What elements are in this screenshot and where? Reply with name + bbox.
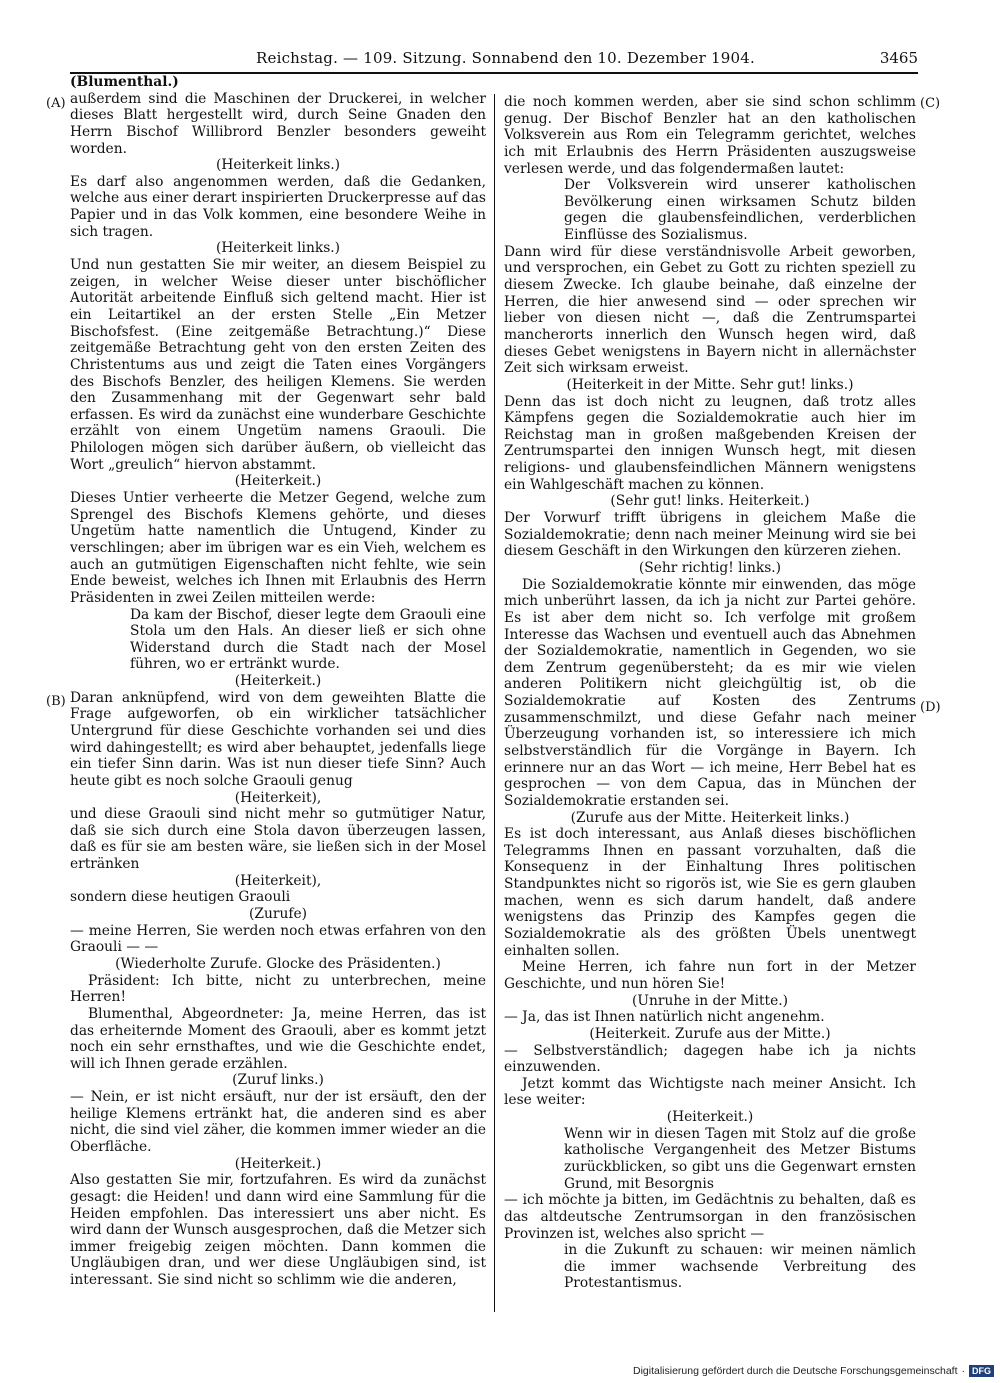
stage-direction: (Heiterkeit links.) [215,240,341,257]
dfg-logo: DFG [969,1365,994,1377]
paragraph: Es darf also angenommen werden, daß die Gedanken, welche aus einer derart inspirierten Druckerpresse auf das Papier und in das Volk kommen, eine besondere Weihe in sich tragen. [70,173,486,240]
stage-direction: (Sehr richtig! links.) [638,559,782,576]
paragraph: Dieses Untier verheerte die Metzer Gegend, welche zum Sprengel des Bischofs Klemens gehörte, und dieses Ungetüm hatte namentlich die Untugend, Kinder zu verschlingen; aber im übrigen war es ein Vieh, welchem es auch an gutmütigen Eigenschaften nicht fehlte, wie sein Ende beweist, welches ich Ihnen mit Erlaubnis des Herrn Präsidenten in zwei Zeilen mitteilen werde: [70,490,486,606]
paragraph: Und nun gestatten Sie mir weiter, an diesem Beispiel zu zeigen, in welcher Weise dieser unter bischöflicher Autorität arbeitende Einfluß sich geltend macht. Hier ist ein Leitartikel an der ersten Stelle „Ein Metzer Bischofsfest. (Eine zeitgemäße Betrachtung.)“ Diese zeitgemäße Betrachtung geht von den ersten Zeiten des Christentums aus und zeigt die Taten eines Vorgängers des Bischofs Benzler, des heiligen Klemens. Sie werden den Zusammenhang mit der Gegenwart sehr bald erfassen. Es wird da zunächst eine wunderbare Geschichte erzählt von einem Ungetüm namens Graouli. Die Philologen mögen sich darüber äußern, ob vielleicht das Wort „greulich“ hiervon abstammt. [70,257,486,473]
page-header [70,46,918,74]
paragraph: Dann wird für diese verständnisvolle Arbeit geworben, und versprochen, ein Gebet zu Gott zu richten speziell zu diesem Zwecke. Ich glaube beinahe, daß einzelne der Herren, die hier anwesend sind — oder sprechen wir lieber von diesen nicht —, daß die Zentrumspartei mancherorts innerlich den Wunsch hegen wird, daß dieses Gebet wenigstens in Bayern nicht in allernächster Zeit sich wirksam erweist. [504,243,916,377]
paragraph: Denn das ist doch nicht zu leugnen, daß trotz alles Kämpfens gegen die Sozialdemokratie auch hier im Reichstag man in großen maßgebenden Kreisen der Zentrumspartei den innigen Wunsch hegt, mit diesen religions- und glaubensfeindlichen Männern wenigstens ein Wahlgeschäft machen zu können. [504,393,916,493]
stage-direction: (Heiterkeit. Zurufe aus der Mitte.) [589,1025,831,1042]
left-column [70,74,486,1289]
paragraph: Blumenthal, Abgeordneter: Ja, meine Herren, das ist das erheiternde Moment des Graouli, aber es kommt jetzt noch ein sehr ernsthaftes, und wie die Geschichte endet, will ich Ihnen gerade erzählen. [70,1005,486,1072]
margin-marker-b: (B) [46,694,66,709]
paragraph: die noch kommen werden, aber sie sind schon schlimm genug. Der Bischof Benzler hat an den katholischen Volksverein aus Rom ein Telegramm gerichtet, welches ich mit Erlaubnis des Herrn Präsidenten auszugsweise verlesen werde, und das folgendermaßen lautet: [504,94,916,177]
paragraph: Die Sozialdemokratie könnte mir einwenden, das möge mich unberührt lassen, da ich ja nicht zur Partei gehöre. Es ist aber dem nicht so. Ich verfolge mit großem Interesse das Wachsen und eventuell auch das Abnehmen der Sozialdemokratie, namentlich in Gegenden, wo sie dem Zentrum gegenübersteht; da es mir wie vielen anderen Politikern nicht gleichgültig ist, ob die Sozialdemokratie auf Kosten des Zentrums zusammenschmilzt, und diese Gefahr nach meiner Überzeugung vorhanden ist, so interessiere ich mich selbstverständlich für die Vorgänge in Bayern. Ich erinnere nur an das Wort — ich meine, Herr Bebel hat es gesprochen — von dem Capua, das in München der Sozialdemokratie erstanden sei. [504,576,916,809]
stage-direction: (Heiterkeit in der Mitte. Sehr gut! links.) [566,376,854,393]
stage-direction: (Heiterkeit), [234,789,322,806]
margin-marker-d: (D) [920,700,941,715]
stage-direction: (Zuruf links.) [232,1072,324,1089]
page-footer: Digitalisierung gefördert durch die Deutsche Forschungsgemeinschaft · DFG [633,1365,994,1377]
paragraph: — Selbstverständlich; dagegen habe ich ja nichts einzuwenden. [504,1042,916,1076]
stage-direction: (Unruhe in der Mitte.) [631,992,789,1009]
stage-direction: (Heiterkeit), [234,872,322,889]
page-title: Reichstag. — 109. Sitzung. Sonnabend den 10. Dezember 1904. [256,49,755,67]
paragraph: — meine Herren, Sie werden noch etwas erfahren von den Graouli — — [70,922,486,956]
paragraph: Es ist doch interessant, aus Anlaß dieses bischöflichen Telegramms Ihnen en passant vorzuhalten, daß die Konsequenz in der Einhaltung Ihres politischen Standpunktes nicht so rigorös ist, wie Sie es gern glauben machen, wenn es sich darum handelt, daß andere wenigstens das Prinzip des Kampfes gegen die Sozialdemokratie als des größten Übels unentwegt einhalten sollen. [504,826,916,959]
paragraph: Der Vorwurf trifft übrigens in gleichem Maße die Sozialdemokratie; denn nach meiner Meinung wird sie bei diesem Geschäft in den Wirkungen den kürzeren ziehen. [504,510,916,560]
stage-direction: (Heiterkeit links.) [215,157,341,174]
stage-direction: (Heiterkeit.) [234,473,322,490]
paragraph: Meine Herren, ich fahre nun fort in der Metzer Geschichte, und nun hören Sie! [504,959,916,992]
stage-direction: (Zurufe aus der Mitte. Heiterkeit links.) [570,809,850,826]
stage-direction: (Heiterkeit.) [234,673,322,690]
paragraph: Also gestatten Sie mir, fortzufahren. Es wird da zunächst gesagt: die Heiden! und dann wird eine Sammlung für die Heiden empfohlen. Das interessiert uns aber nicht. Es wird dann der Wunsch ausgesprochen, daß die Metzer sich immer freigebig zeigen möchten. Dann kommen die Ungläubigen dran, und wer diese Ungläubigen sind, ist interessant. Sie sind nicht so schlimm wie die anderen, [70,1172,486,1289]
footer-text: Digitalisierung gefördert durch die Deutsche Forschungsgemeinschaft [632,1365,958,1377]
paragraph: Präsident: Ich bitte, nicht zu unterbrechen, meine Herren! [70,972,486,1006]
paragraph: und diese Graouli sind nicht mehr so gutmütiger Natur, daß sie sich durch eine Stola davon überzeugen lassen, daß es für sie am besten wäre, sie ließen sich in der Mosel ertränken [70,806,486,873]
quotation: in die Zukunft zu schauen: wir meinen nämlich die immer wachsende Verbreitung des Protestantismus. [564,1242,916,1292]
quotation: Da kam der Bischof, dieser legte dem Graouli eine Stola um den Hals. An dieser ließ er sich ohne Widerstand durch die Stadt nach der Mosel führen, wo er ertränkt wurde. [130,606,486,673]
margin-marker-c: (C) [920,96,941,111]
paragraph: (Blumenthal.) [70,74,179,90]
stage-direction: (Heiterkeit.) [666,1109,754,1126]
paragraph: — Nein, er ist nicht ersäuft, nur der ist ersäuft, den der heilige Klemens ertränkt hat, die anderen sind es aber nicht, die sind viel zäher, die kommen immer wieder an die Oberfläche. [70,1089,486,1155]
paragraph: außerdem sind die Maschinen der Druckerei, in welcher dieses Blatt hergestellt wird, durch Seine Gnaden den Herrn Bischof Willibrord Benzler besonders geweiht worden. [70,90,486,157]
quotation: Der Volksverein wird unserer katholischen Bevölkerung einen wirksamen Schutz bilden gegen die glaubensfeindlichen, verderblichen Einflüsse des Sozialismus. [564,177,916,244]
right-column [504,94,916,1292]
stage-direction: (Wiederholte Zurufe. Glocke des Präsidenten.) [115,955,441,972]
paragraph: Daran anknüpfend, wird von dem geweihten Blatte die Frage aufgeworfen, ob ein wirklicher tatsächlicher Untergrund für diese Geschichte vorhanden sei und dies wird dahingestellt; es wird aber behauptet, jedenfalls liege ein tiefer Sinn darin. Was ist nun dieser tiefe Sinn? Auch heute gibt es noch solche Graouli genug [70,689,486,789]
paragraph: sondern diese heutigen Graouli [70,889,291,906]
stage-direction: (Zurufe) [249,906,307,923]
stage-direction: (Sehr gut! links. Heiterkeit.) [610,493,810,510]
quotation: Wenn wir in diesen Tagen mit Stolz auf die große katholische Vergangenheit des Metzer Bistums zurückblicken, so gibt uns die Gegenwart ernsten Grund, mit Besorgnis [564,1125,916,1192]
paragraph: — Ja, das ist Ihnen natürlich nicht angenehm. [504,1009,825,1026]
stage-direction: (Heiterkeit.) [234,1155,322,1172]
paragraph: — ich möchte ja bitten, im Gedächtnis zu behalten, daß es das altdeutsche Zentrumsorgan in den französischen Provinzen ist, welches also spricht — [504,1192,916,1242]
page-number: 3465 [879,49,918,67]
margin-marker-a: (A) [46,96,66,111]
paragraph: Jetzt kommt das Wichtigste nach meiner Ansicht. Ich lese weiter: [504,1075,916,1109]
column-divider [494,94,495,1312]
